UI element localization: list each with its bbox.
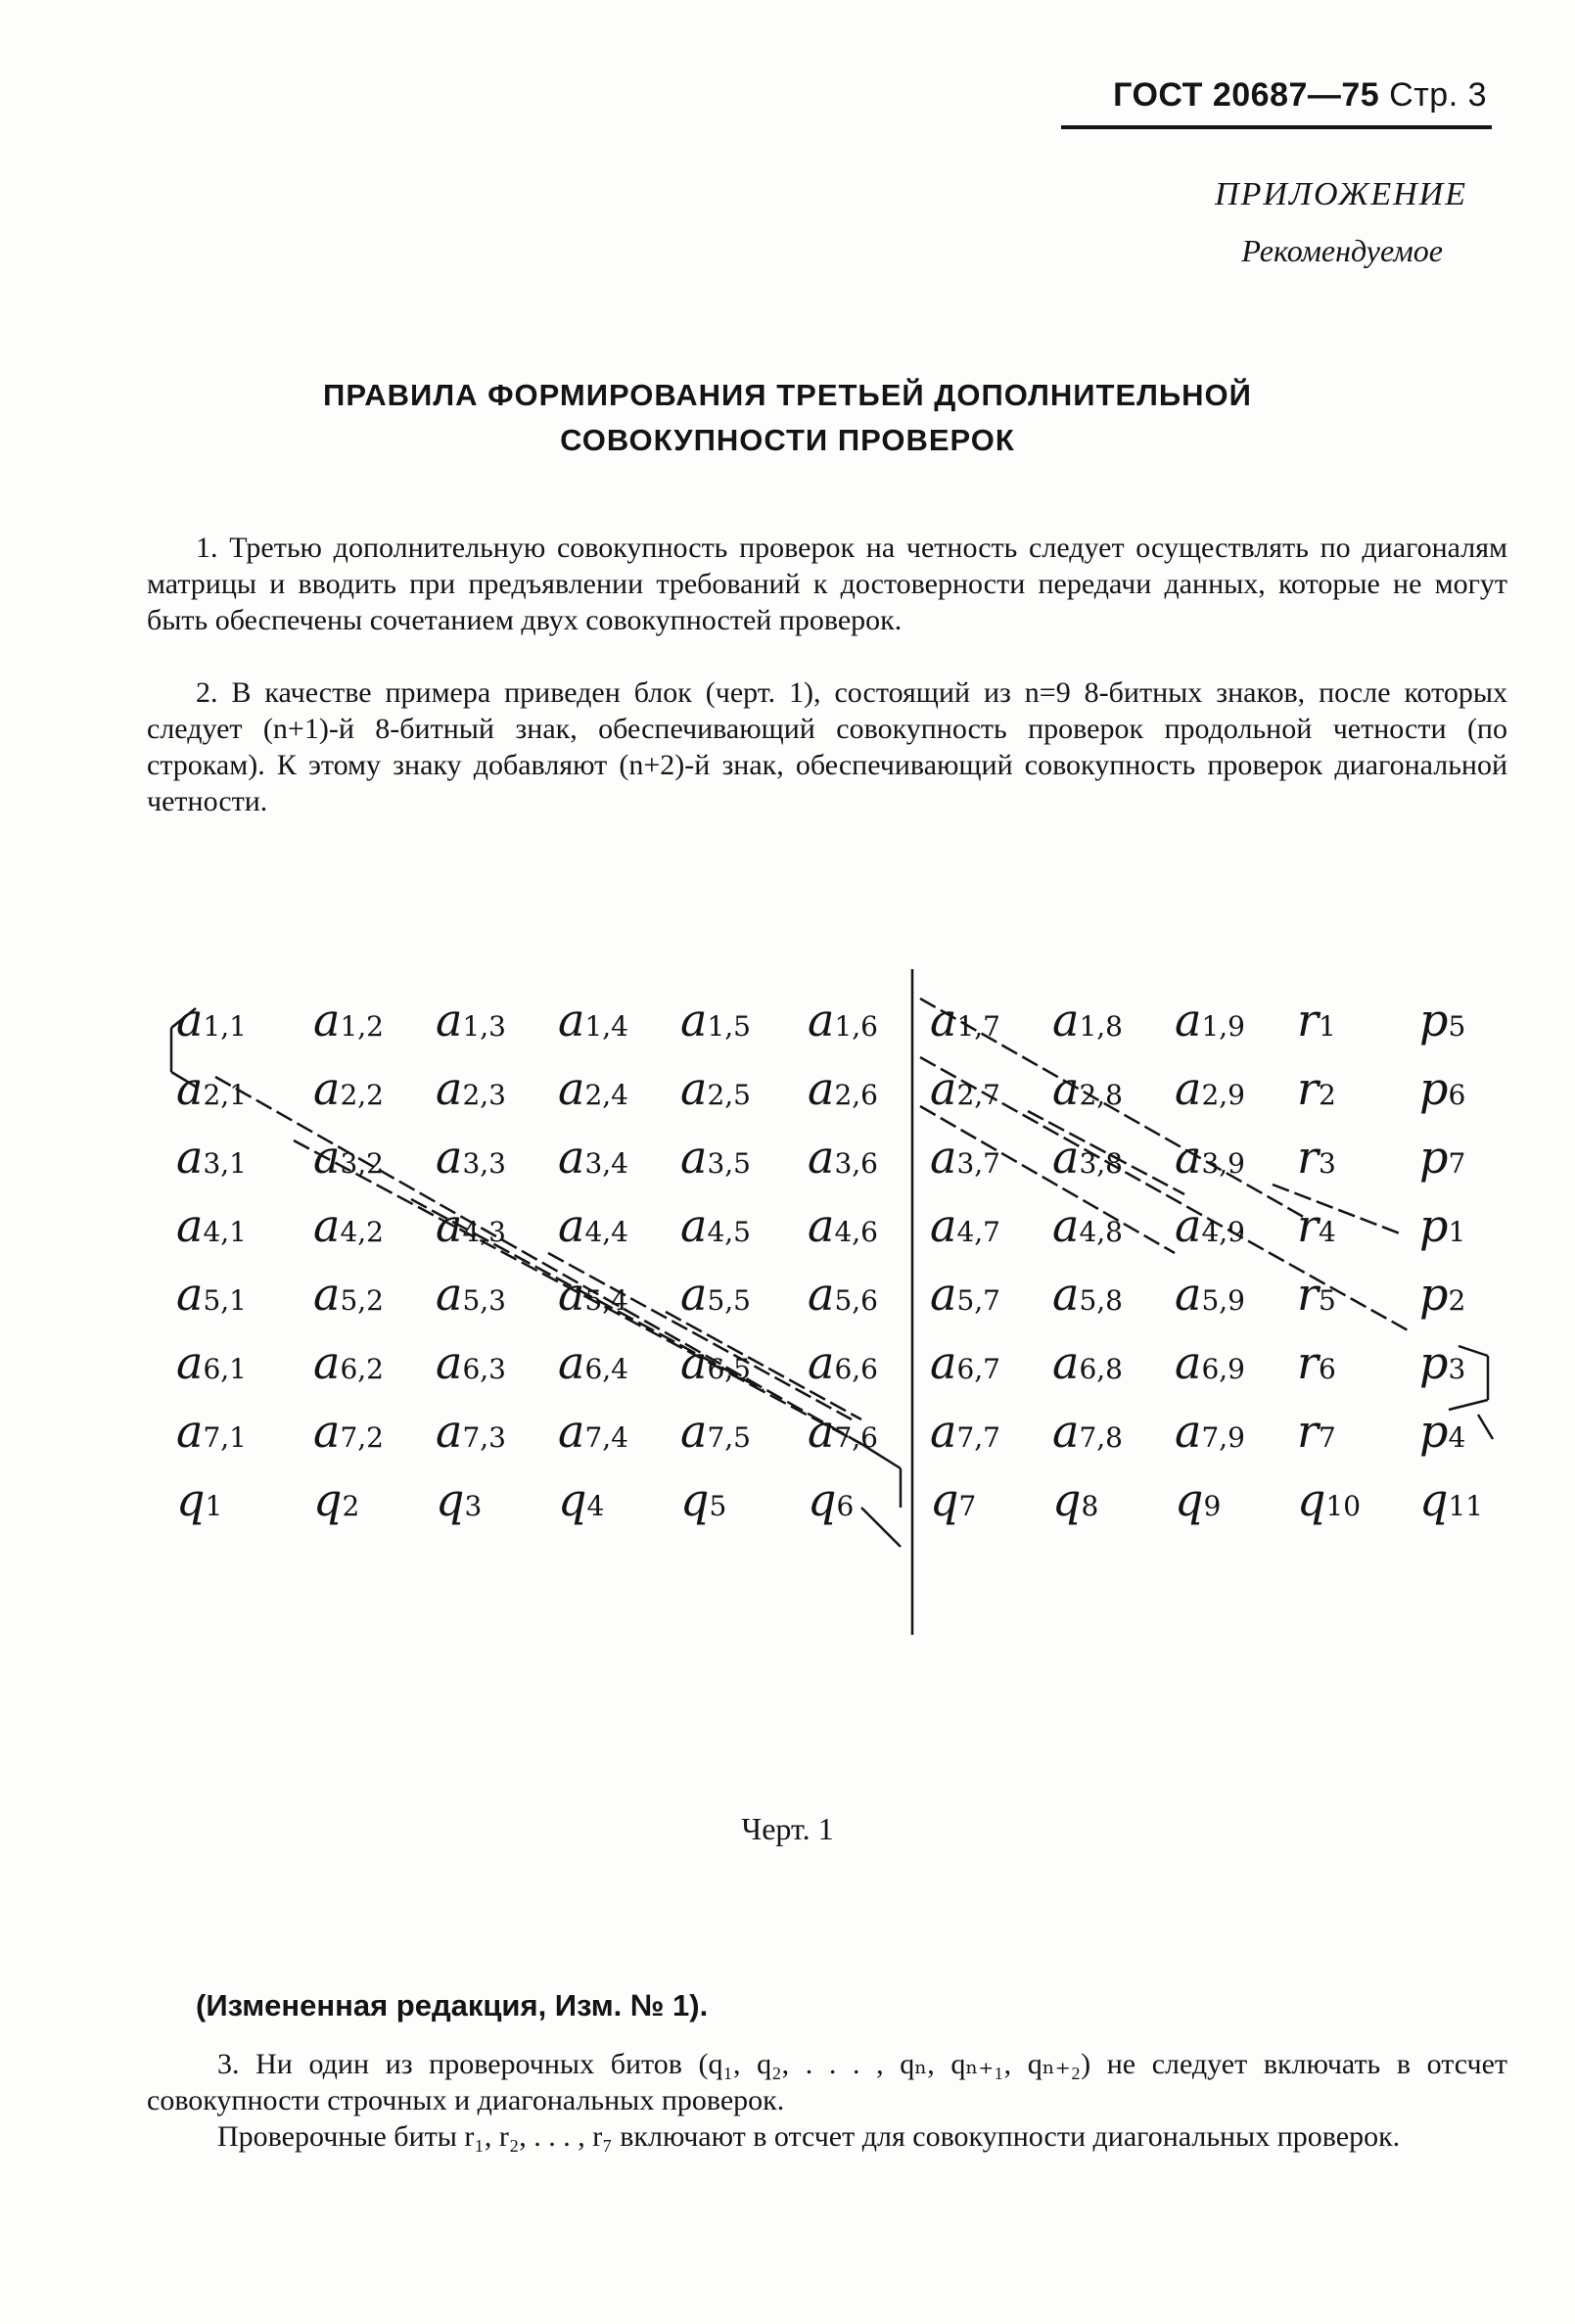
cell-symbol: a bbox=[436, 1131, 463, 1184]
cell-subscript: 7,8 bbox=[1079, 1421, 1123, 1454]
cell-subscript: 1,3 bbox=[462, 1010, 506, 1043]
cell-symbol: a bbox=[436, 1062, 463, 1115]
cell-subscript: 3,9 bbox=[1201, 1147, 1245, 1180]
cell-subscript: 5,6 bbox=[834, 1284, 878, 1317]
cell-symbol: a bbox=[1175, 1062, 1202, 1115]
matrix-cell-8-7 bbox=[930, 1473, 976, 1526]
cell-symbol: a bbox=[808, 994, 835, 1046]
cell-subscript: 1,2 bbox=[340, 1010, 384, 1043]
matrix-cell-8-10 bbox=[1297, 1473, 1361, 1526]
matrix-cell-5-2 bbox=[313, 1268, 384, 1321]
cell-symbol: q bbox=[680, 1473, 710, 1526]
cell-symbol: p bbox=[1419, 1199, 1449, 1252]
matrix-cell-3-6 bbox=[808, 1131, 878, 1184]
cell-symbol: a bbox=[1052, 1131, 1080, 1184]
cell-symbol: a bbox=[930, 1062, 957, 1115]
cell-subscript: 1,9 bbox=[1201, 1010, 1245, 1043]
cell-subscript: 6,5 bbox=[707, 1353, 751, 1385]
page-number: Стр. 3 bbox=[1389, 76, 1487, 114]
cell-symbol: a bbox=[1052, 1405, 1080, 1458]
cell-subscript: 2 bbox=[1319, 1079, 1336, 1111]
cell-subscript: 7,3 bbox=[462, 1421, 506, 1454]
matrix-cell-2-6 bbox=[808, 1062, 878, 1115]
cell-symbol: a bbox=[1052, 1199, 1080, 1252]
cell-symbol: a bbox=[436, 994, 463, 1046]
paragraph-2: 2. В качестве примера приведен блок (черт. 1), состоящий из n=9 8-битных знаков, после которых следует (n+1)-й 8-битный знак, обеспечивающий совокупность проверок продольной четности (по строкам). К этому знаку добавляют (n+2)-й знак, обеспечивающий совокупность проверок диагональной четности. bbox=[147, 676, 1507, 817]
cell-subscript: 3,5 bbox=[707, 1147, 751, 1180]
cell-subscript: 1,6 bbox=[834, 1010, 878, 1043]
cell-symbol: r bbox=[1297, 1199, 1319, 1252]
cell-subscript: 4 bbox=[1319, 1216, 1336, 1248]
matrix-cell-5-3 bbox=[436, 1268, 506, 1321]
matrix-cell-4-11 bbox=[1419, 1199, 1465, 1252]
matrix-cell-7-4 bbox=[558, 1405, 628, 1458]
cell-symbol: q bbox=[436, 1473, 465, 1526]
matrix-cell-8-2 bbox=[313, 1473, 359, 1526]
cell-subscript: 1,7 bbox=[956, 1010, 1000, 1043]
cell-symbol: a bbox=[808, 1336, 835, 1389]
cell-subscript: 7,6 bbox=[834, 1421, 878, 1454]
cell-symbol: a bbox=[558, 1405, 585, 1458]
matrix-cell-3-1 bbox=[176, 1131, 247, 1184]
cell-subscript: 4,7 bbox=[956, 1216, 1000, 1248]
cell-symbol: q bbox=[558, 1473, 587, 1526]
cell-subscript: 3 bbox=[464, 1490, 483, 1522]
appendix-label: ПРИЛОЖЕНИЕ bbox=[1215, 176, 1467, 212]
cell-subscript: 1 bbox=[1319, 1010, 1336, 1043]
matrix-cell-6-4 bbox=[558, 1336, 628, 1389]
cell-symbol: a bbox=[930, 1131, 957, 1184]
cell-symbol: a bbox=[436, 1405, 463, 1458]
cell-symbol: a bbox=[176, 1405, 204, 1458]
matrix-cell-1-11 bbox=[1419, 994, 1465, 1046]
matrix-cell-3-5 bbox=[680, 1131, 751, 1184]
cell-symbol: a bbox=[808, 1062, 835, 1115]
matrix-cell-1-4 bbox=[558, 994, 628, 1046]
cell-symbol: p bbox=[1419, 1268, 1449, 1321]
cell-subscript: 1 bbox=[1448, 1216, 1466, 1248]
matrix-cell-6-3 bbox=[436, 1336, 506, 1389]
matrix-cell-5-7 bbox=[930, 1268, 1000, 1321]
cell-subscript: 3 bbox=[1448, 1353, 1466, 1385]
cell-symbol: a bbox=[808, 1405, 835, 1458]
cell-subscript: 3,3 bbox=[462, 1147, 506, 1180]
cell-symbol: a bbox=[1175, 994, 1202, 1046]
cell-symbol: a bbox=[436, 1199, 463, 1252]
matrix-cell-3-3 bbox=[436, 1131, 506, 1184]
matrix-cell-7-8 bbox=[1052, 1405, 1123, 1458]
standard-number: ГОСТ 20687—75 bbox=[1113, 76, 1380, 114]
matrix-cell-2-9 bbox=[1175, 1062, 1245, 1115]
cell-subscript: 2,6 bbox=[834, 1079, 878, 1111]
matrix-cell-3-10 bbox=[1297, 1131, 1336, 1184]
cell-symbol: q bbox=[176, 1473, 206, 1526]
cell-symbol: a bbox=[558, 1199, 585, 1252]
matrix-cell-8-11 bbox=[1419, 1473, 1483, 1526]
cell-subscript: 5,9 bbox=[1201, 1284, 1245, 1317]
cell-subscript: 6,1 bbox=[203, 1353, 247, 1385]
cell-subscript: 2,3 bbox=[462, 1079, 506, 1111]
cell-symbol: a bbox=[1175, 1405, 1202, 1458]
cell-subscript: 11 bbox=[1448, 1490, 1484, 1522]
matrix-cell-4-1 bbox=[176, 1199, 247, 1252]
cell-symbol: a bbox=[680, 1199, 708, 1252]
cell-subscript: 6,3 bbox=[462, 1353, 506, 1385]
matrix-cell-4-9 bbox=[1175, 1199, 1245, 1252]
matrix-cell-7-11 bbox=[1419, 1405, 1465, 1458]
cell-symbol: a bbox=[1175, 1131, 1202, 1184]
matrix-cell-3-11 bbox=[1419, 1131, 1465, 1184]
cell-symbol: a bbox=[680, 994, 708, 1046]
matrix-cell-6-1 bbox=[176, 1336, 247, 1389]
cell-subscript: 3,6 bbox=[834, 1147, 878, 1180]
cell-subscript: 4,1 bbox=[203, 1216, 247, 1248]
matrix-cell-2-3 bbox=[436, 1062, 506, 1115]
cell-symbol: r bbox=[1297, 1336, 1319, 1389]
cell-subscript: 5,3 bbox=[462, 1284, 506, 1317]
matrix-cell-1-6 bbox=[808, 994, 878, 1046]
cell-subscript: 6,7 bbox=[956, 1353, 1000, 1385]
cell-subscript: 1,8 bbox=[1079, 1010, 1123, 1043]
cell-symbol: a bbox=[930, 994, 957, 1046]
figure-caption: Черт. 1 bbox=[741, 1811, 834, 1846]
cell-subscript: 4,9 bbox=[1201, 1216, 1245, 1248]
matrix-cell-1-7 bbox=[930, 994, 1000, 1046]
page-header bbox=[1113, 76, 1487, 115]
cell-symbol: a bbox=[313, 1405, 341, 1458]
matrix-cell-4-8 bbox=[1052, 1199, 1123, 1252]
matrix-cell-5-1 bbox=[176, 1268, 247, 1321]
cell-subscript: 5,8 bbox=[1079, 1284, 1123, 1317]
matrix-cell-6-10 bbox=[1297, 1336, 1336, 1389]
cell-subscript: 2 bbox=[342, 1490, 360, 1522]
cell-symbol: r bbox=[1297, 1131, 1319, 1184]
cell-symbol: a bbox=[680, 1405, 708, 1458]
cell-subscript: 7 bbox=[958, 1490, 977, 1522]
cell-subscript: 3,4 bbox=[584, 1147, 628, 1180]
cell-symbol: a bbox=[176, 1336, 204, 1389]
cell-subscript: 6 bbox=[1319, 1353, 1336, 1385]
cell-symbol: p bbox=[1419, 1062, 1449, 1115]
cell-subscript: 3 bbox=[1319, 1147, 1336, 1180]
cell-symbol: a bbox=[680, 1336, 708, 1389]
cell-subscript: 6,2 bbox=[340, 1353, 384, 1385]
cell-subscript: 6,6 bbox=[834, 1353, 878, 1385]
cell-symbol: a bbox=[1052, 1336, 1080, 1389]
cell-symbol: a bbox=[176, 1268, 204, 1321]
cell-subscript: 2,8 bbox=[1079, 1079, 1123, 1111]
cell-symbol: p bbox=[1419, 1131, 1449, 1184]
paragraph-1: 1. Третью дополнительную совокупность проверок на четность следует осуществлять по диагоналям матрицы и вводить при предъявлении требований к достоверности передачи данных, которые не могут быть обеспечены сочетанием двух совокупностей проверок. bbox=[147, 532, 1507, 636]
cell-subscript: 4,4 bbox=[584, 1216, 628, 1248]
cell-symbol: p bbox=[1419, 1336, 1449, 1389]
cell-symbol: p bbox=[1419, 1405, 1449, 1458]
cell-symbol: a bbox=[930, 1199, 957, 1252]
cell-subscript: 4 bbox=[1448, 1421, 1466, 1454]
matrix-cell-6-2 bbox=[313, 1336, 384, 1389]
matrix-cell-4-7 bbox=[930, 1199, 1000, 1252]
cell-subscript: 1 bbox=[205, 1490, 223, 1522]
matrix-cell-8-1 bbox=[176, 1473, 222, 1526]
matrix-cell-1-8 bbox=[1052, 994, 1123, 1046]
cell-symbol: a bbox=[313, 1199, 341, 1252]
matrix-cell-4-6 bbox=[808, 1199, 878, 1252]
cell-symbol: q bbox=[313, 1473, 343, 1526]
cell-symbol: a bbox=[176, 1131, 204, 1184]
cell-symbol: q bbox=[1297, 1473, 1326, 1526]
cell-subscript: 7,4 bbox=[584, 1421, 628, 1454]
matrix-cell-5-6 bbox=[808, 1268, 878, 1321]
cell-symbol: a bbox=[558, 1268, 585, 1321]
cell-symbol: q bbox=[1052, 1473, 1082, 1526]
cell-subscript: 4,3 bbox=[462, 1216, 506, 1248]
matrix-cell-7-2 bbox=[313, 1405, 384, 1458]
cell-symbol: r bbox=[1297, 1268, 1319, 1321]
matrix-cell-6-9 bbox=[1175, 1336, 1245, 1389]
cell-subscript: 4 bbox=[586, 1490, 605, 1522]
cell-symbol: a bbox=[1052, 1062, 1080, 1115]
cell-symbol: r bbox=[1297, 1062, 1319, 1115]
matrix-cell-4-2 bbox=[313, 1199, 384, 1252]
matrix-cell-7-10 bbox=[1297, 1405, 1336, 1458]
title-line-1: ПРАВИЛА ФОРМИРОВАНИЯ ТРЕТЬЕЙ ДОПОЛНИТЕЛЬНОЙ bbox=[323, 378, 1252, 412]
cell-subscript: 3,2 bbox=[340, 1147, 384, 1180]
cell-subscript: 7,9 bbox=[1201, 1421, 1245, 1454]
cell-subscript: 4,5 bbox=[707, 1216, 751, 1248]
matrix-cell-7-3 bbox=[436, 1405, 506, 1458]
matrix-cell-5-8 bbox=[1052, 1268, 1123, 1321]
cell-subscript: 4,6 bbox=[834, 1216, 878, 1248]
matrix-cell-5-4 bbox=[558, 1268, 628, 1321]
header-rule bbox=[1061, 125, 1492, 129]
cell-subscript: 7,5 bbox=[707, 1421, 751, 1454]
matrix-cell-5-11 bbox=[1419, 1268, 1465, 1321]
matrix-cell-8-9 bbox=[1175, 1473, 1221, 1526]
cell-symbol: a bbox=[313, 1062, 341, 1115]
matrix-cell-2-10 bbox=[1297, 1062, 1336, 1115]
matrix-cell-1-1 bbox=[176, 994, 247, 1046]
matrix-cell-5-9 bbox=[1175, 1268, 1245, 1321]
matrix-cell-2-1 bbox=[176, 1062, 247, 1115]
matrix-cell-6-5 bbox=[680, 1336, 751, 1389]
bracket-line bbox=[1478, 1415, 1493, 1439]
cell-subscript: 6 bbox=[1448, 1079, 1466, 1111]
matrix-cell-2-7 bbox=[930, 1062, 1000, 1115]
cell-subscript: 1,4 bbox=[584, 1010, 628, 1043]
cell-subscript: 3,1 bbox=[203, 1147, 247, 1180]
appendix-status: Рекомендуемое bbox=[1241, 233, 1443, 268]
cell-subscript: 7,7 bbox=[956, 1421, 1000, 1454]
cell-subscript: 2,7 bbox=[956, 1079, 1000, 1111]
cell-subscript: 8 bbox=[1081, 1490, 1099, 1522]
cell-symbol: a bbox=[1052, 1268, 1080, 1321]
cell-subscript: 4,2 bbox=[340, 1216, 384, 1248]
matrix-cell-1-5 bbox=[680, 994, 751, 1046]
matrix-cell-2-5 bbox=[680, 1062, 751, 1115]
cell-subscript: 2,1 bbox=[203, 1079, 247, 1111]
matrix-cell-6-11 bbox=[1419, 1336, 1465, 1389]
cell-subscript: 1,5 bbox=[707, 1010, 751, 1043]
cell-subscript: 6 bbox=[836, 1490, 855, 1522]
matrix-cell-6-7 bbox=[930, 1336, 1000, 1389]
matrix-cell-5-10 bbox=[1297, 1268, 1336, 1321]
cell-symbol: q bbox=[808, 1473, 837, 1526]
cell-symbol: q bbox=[930, 1473, 959, 1526]
cell-subscript: 2,9 bbox=[1201, 1079, 1245, 1111]
matrix-cell-2-8 bbox=[1052, 1062, 1123, 1115]
cell-subscript: 5,1 bbox=[203, 1284, 247, 1317]
matrix-cell-8-5 bbox=[680, 1473, 726, 1526]
cell-symbol: a bbox=[313, 1336, 341, 1389]
cell-subscript: 10 bbox=[1325, 1490, 1362, 1522]
cell-symbol: q bbox=[1175, 1473, 1204, 1526]
cell-symbol: a bbox=[1175, 1199, 1202, 1252]
bracket-line bbox=[861, 1508, 901, 1547]
matrix-cell-7-7 bbox=[930, 1405, 1000, 1458]
cell-subscript: 2 bbox=[1448, 1284, 1466, 1317]
cell-subscript: 1,1 bbox=[203, 1010, 247, 1043]
cell-symbol: a bbox=[680, 1062, 708, 1115]
cell-symbol: a bbox=[930, 1268, 957, 1321]
matrix-cell-3-7 bbox=[930, 1131, 1000, 1184]
cell-symbol: a bbox=[313, 1131, 341, 1184]
cell-subscript: 2,4 bbox=[584, 1079, 628, 1111]
cell-subscript: 6,8 bbox=[1079, 1353, 1123, 1385]
cell-subscript: 7,1 bbox=[203, 1421, 247, 1454]
cell-subscript: 6,4 bbox=[584, 1353, 628, 1385]
cell-symbol: a bbox=[558, 994, 585, 1046]
cell-symbol: a bbox=[680, 1131, 708, 1184]
cell-subscript: 4,8 bbox=[1079, 1216, 1123, 1248]
cell-subscript: 5,2 bbox=[340, 1284, 384, 1317]
cell-symbol: a bbox=[558, 1336, 585, 1389]
matrix-cell-2-11 bbox=[1419, 1062, 1465, 1115]
cell-symbol: p bbox=[1419, 994, 1449, 1046]
cell-symbol: q bbox=[1419, 1473, 1449, 1526]
matrix-cell-7-1 bbox=[176, 1405, 247, 1458]
matrix-cell-3-4 bbox=[558, 1131, 628, 1184]
matrix-cell-7-6 bbox=[808, 1405, 878, 1458]
cell-subscript: 2,5 bbox=[707, 1079, 751, 1111]
parity-matrix-figure bbox=[0, 959, 1575, 1664]
cell-subscript: 5,7 bbox=[956, 1284, 1000, 1317]
matrix-cell-1-3 bbox=[436, 994, 506, 1046]
matrix-cell-4-5 bbox=[680, 1199, 751, 1252]
cell-subscript: 9 bbox=[1203, 1490, 1222, 1522]
matrix-cell-4-3 bbox=[436, 1199, 506, 1252]
diagonal-line bbox=[215, 1077, 861, 1444]
cell-subscript: 7 bbox=[1319, 1421, 1336, 1454]
matrix-cell-8-3 bbox=[436, 1473, 482, 1526]
paragraph-3: 3. Ни один из проверочных битов (q₁, q₂, . . . , qₙ, qₙ₊₁, qₙ₊₂) не следует включать в отсчет совокупности строчных и диагональных проверок. bbox=[147, 2048, 1507, 2116]
cell-subscript: 3,7 bbox=[956, 1147, 1000, 1180]
matrix-cell-4-10 bbox=[1297, 1199, 1336, 1252]
title-line-2: СОВОКУПНОСТИ ПРОВЕРОК bbox=[560, 423, 1015, 457]
matrix-cell-1-9 bbox=[1175, 994, 1245, 1046]
cell-symbol: a bbox=[558, 1062, 585, 1115]
matrix-cell-4-4 bbox=[558, 1199, 628, 1252]
matrix-cell-8-4 bbox=[558, 1473, 604, 1526]
cell-symbol: a bbox=[176, 1062, 204, 1115]
amendment-note: (Измененная редакция, Изм. № 1). bbox=[196, 1988, 709, 2022]
matrix-cell-6-6 bbox=[808, 1336, 878, 1389]
cell-subscript: 2,2 bbox=[340, 1079, 384, 1111]
cell-symbol: a bbox=[176, 994, 204, 1046]
matrix-cell-3-8 bbox=[1052, 1131, 1123, 1184]
cell-symbol: a bbox=[176, 1199, 204, 1252]
cell-subscript: 5 bbox=[1319, 1284, 1336, 1317]
cell-symbol: a bbox=[436, 1268, 463, 1321]
cell-symbol: a bbox=[808, 1131, 835, 1184]
cell-symbol: a bbox=[1175, 1268, 1202, 1321]
matrix-cell-7-9 bbox=[1175, 1405, 1245, 1458]
cell-symbol: a bbox=[313, 994, 341, 1046]
matrix-cell-7-5 bbox=[680, 1405, 751, 1458]
cell-subscript: 5,4 bbox=[584, 1284, 628, 1317]
cell-symbol: a bbox=[313, 1268, 341, 1321]
cell-symbol: a bbox=[930, 1405, 957, 1458]
cell-symbol: a bbox=[1175, 1336, 1202, 1389]
matrix-cell-1-10 bbox=[1297, 994, 1336, 1046]
cell-subscript: 5 bbox=[709, 1490, 727, 1522]
cell-subscript: 5 bbox=[1448, 1010, 1466, 1043]
cell-symbol: a bbox=[808, 1268, 835, 1321]
cell-subscript: 3,8 bbox=[1079, 1147, 1123, 1180]
cell-symbol: a bbox=[436, 1336, 463, 1389]
cell-subscript: 5,5 bbox=[707, 1284, 751, 1317]
matrix-cell-2-2 bbox=[313, 1062, 384, 1115]
matrix-cell-3-2 bbox=[313, 1131, 384, 1184]
cell-symbol: a bbox=[808, 1199, 835, 1252]
matrix-cell-5-5 bbox=[680, 1268, 751, 1321]
matrix-cell-6-8 bbox=[1052, 1336, 1123, 1389]
matrix-cell-3-9 bbox=[1175, 1131, 1245, 1184]
matrix-cell-2-4 bbox=[558, 1062, 628, 1115]
cell-symbol: a bbox=[558, 1131, 585, 1184]
cell-symbol: a bbox=[680, 1268, 708, 1321]
cell-symbol: a bbox=[1052, 994, 1080, 1046]
matrix-cell-8-8 bbox=[1052, 1473, 1098, 1526]
cell-symbol: r bbox=[1297, 1405, 1319, 1458]
cell-subscript: 7,2 bbox=[340, 1421, 384, 1454]
paragraph-4: Проверочные биты r₁, r₂, . . . , r₇ включают в отсчет для совокупности диагональных проверок. bbox=[217, 2120, 1401, 2153]
cell-symbol: a bbox=[930, 1336, 957, 1389]
cell-symbol: r bbox=[1297, 994, 1319, 1046]
matrix-cell-1-2 bbox=[313, 994, 384, 1046]
matrix-cell-8-6 bbox=[808, 1473, 854, 1526]
cell-subscript: 6,9 bbox=[1201, 1353, 1245, 1385]
cell-subscript: 7 bbox=[1448, 1147, 1466, 1180]
